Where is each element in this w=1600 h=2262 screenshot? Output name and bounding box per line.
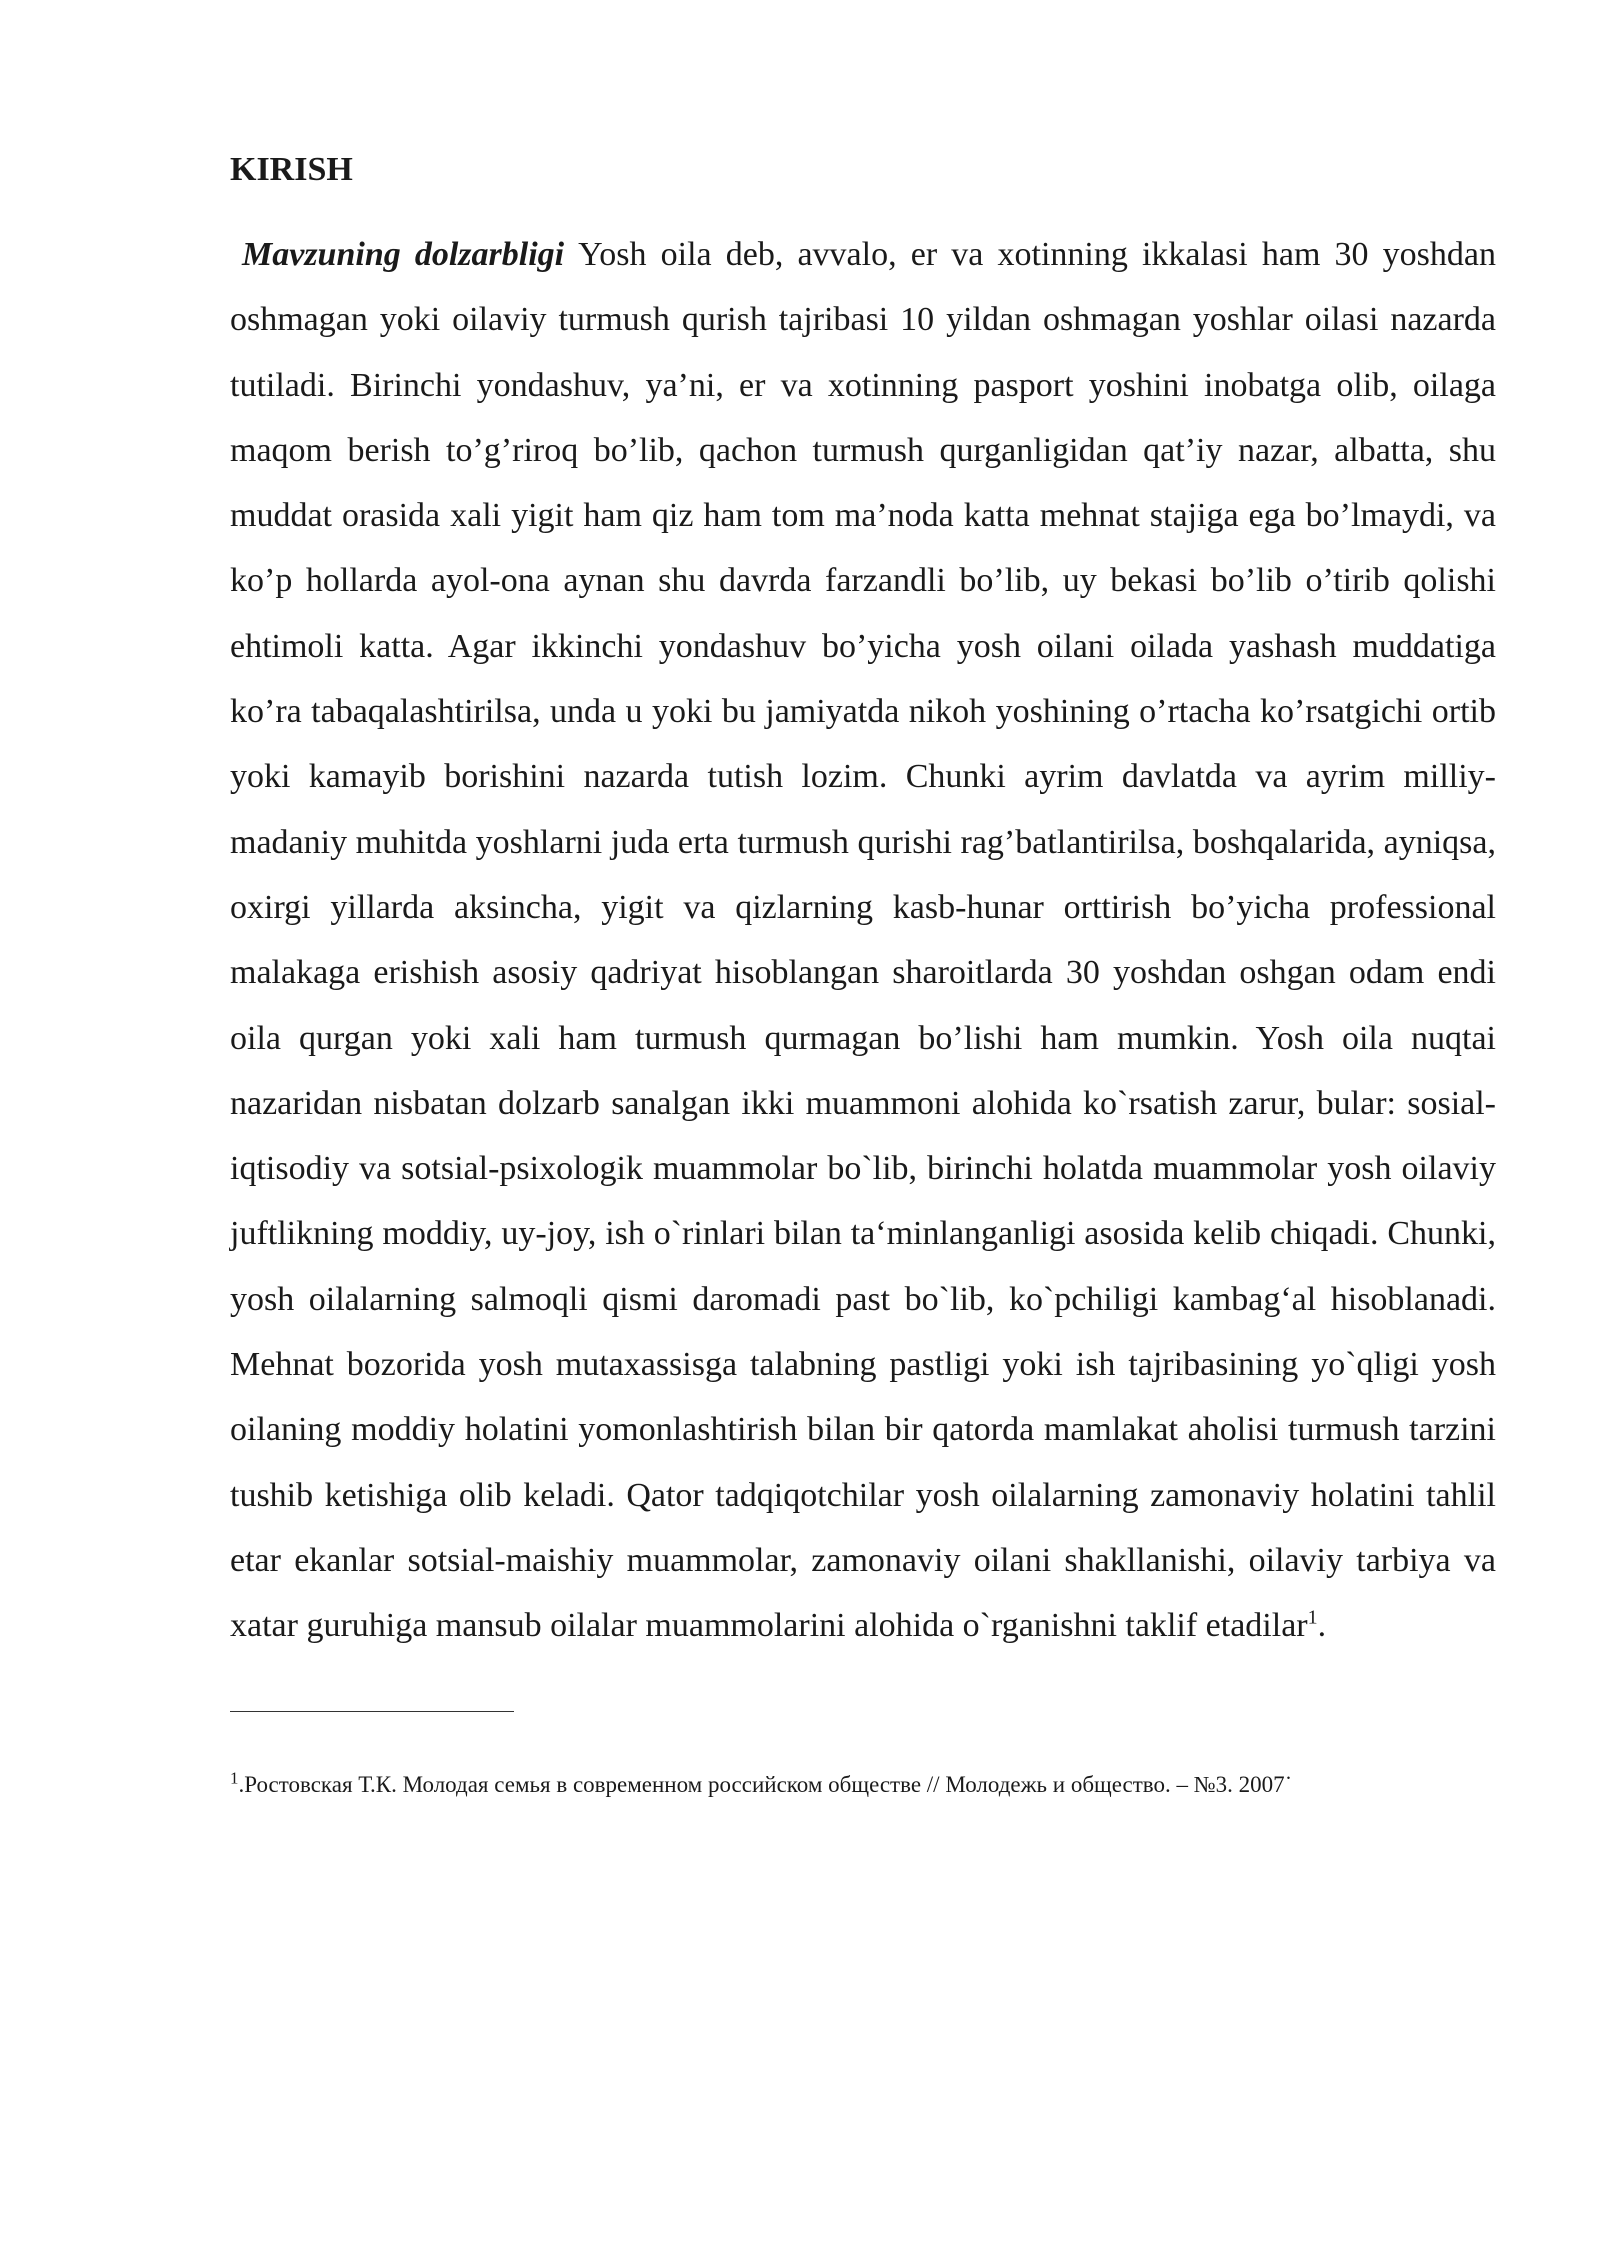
paragraph-text: Yosh oila deb, avvalo, er va xotinning ikkalasi ham 30 yoshdan oshmagan yoki oilaviy turmush qurish tajribasi 10 yildan oshmagan yoshlar oilasi nazarda tutiladi. Birinchi yondashuv, ya’ni, er va xotinning pasport yoshini inobatga olib, oilaga maqom berish to’g’riroq bo’lib, qachon turmush qurganligidan qat’iy nazar, albatta, shu muddat orasida xali yigit ham qiz ham tom ma’noda katta mehnat stajiga ega bo’lmaydi, va ko’p hollarda ayol-ona aynan shu davrda farzandli bo’lib, uy bekasi bo’lib o’tirib qolishi ehtimoli katta. Agar ikkinchi yondashuv bo’yicha yosh oilani oilada yashash muddatiga ko’ra tabaqalashtirilsa, unda u yoki bu jamiyatda nikoh yoshining o’rtacha ko’rsatgichi ortib yoki kamayib borishini nazarda tutish lozim. Chunki ayrim davlatda va ayrim milliy-madaniy muhitda yoshlarni juda erta turmush qurishi rag’batlantirilsa, boshqalarida, ayniqsa, oxirgi yillarda aksincha, yigit va qizlarning kasb-hunar orttirish bo’yicha professional malakaga erishish asosiy qadriyat hisoblangan sharoitlarda 30 yoshdan oshgan odam endi oila qurgan yoki xali ham turmush qurmagan bo’lishi ham mumkin. Yosh oila nuqtai nazaridan nisbatan dolzarb sanalgan ikki muammoni alohida ko`rsatish zarur, bular: sosial-iqtisodiy va sotsial-psixologik muammolar bo`lib, birinchi holatda muammolar yosh oilaviy juftlikning moddiy, uy-joy, ish o`rinlari bilan ta‘minlanganligi asosida kelib chiqadi. Chunki, yosh oilalarning salmoqli qismi daromadi past bo`lib, ko`pchiligi kambag‘al hisoblanadi. Mehnat bozorida yosh mutaxassisga talabning pastligi yoki ish tajribasining yo`qligi yosh oilaning moddiy holatini yomonlashtirish bilan bir qatorda mamlakat aholisi turmush tarzini tushib ketishiga olib keladi. Qator tadqiqotchilar yosh oilalarning zamonaviy holatini tahlil etar ekanlar sotsial-maishiy muammolar, zamonaviy oilani shakllanishi, oilaviy tarbiya va xatar guruhiga mansub oilalar muammolarini alohida o`rganishni taklif etadilar xyxy=(230,236,1496,1645)
footnote-number: 1 xyxy=(230,1767,239,1787)
section-heading: KIRISH xyxy=(230,151,353,188)
document-page xyxy=(230,150,1496,1800)
footnote-reference[interactable]: 1 xyxy=(1307,1606,1318,1629)
intro-label: Mavzuning dolzarbligi xyxy=(242,236,565,273)
footnote xyxy=(230,1767,1496,1800)
footnote-divider xyxy=(230,1711,514,1712)
footnote-text: .Ростовская Т.К. Молодая семья в современном российском обществе // Молодежь и общество. – №3. 2007˙ xyxy=(238,1771,1293,1797)
paragraph-end: . xyxy=(1317,1607,1327,1645)
main-paragraph xyxy=(230,222,1496,1659)
